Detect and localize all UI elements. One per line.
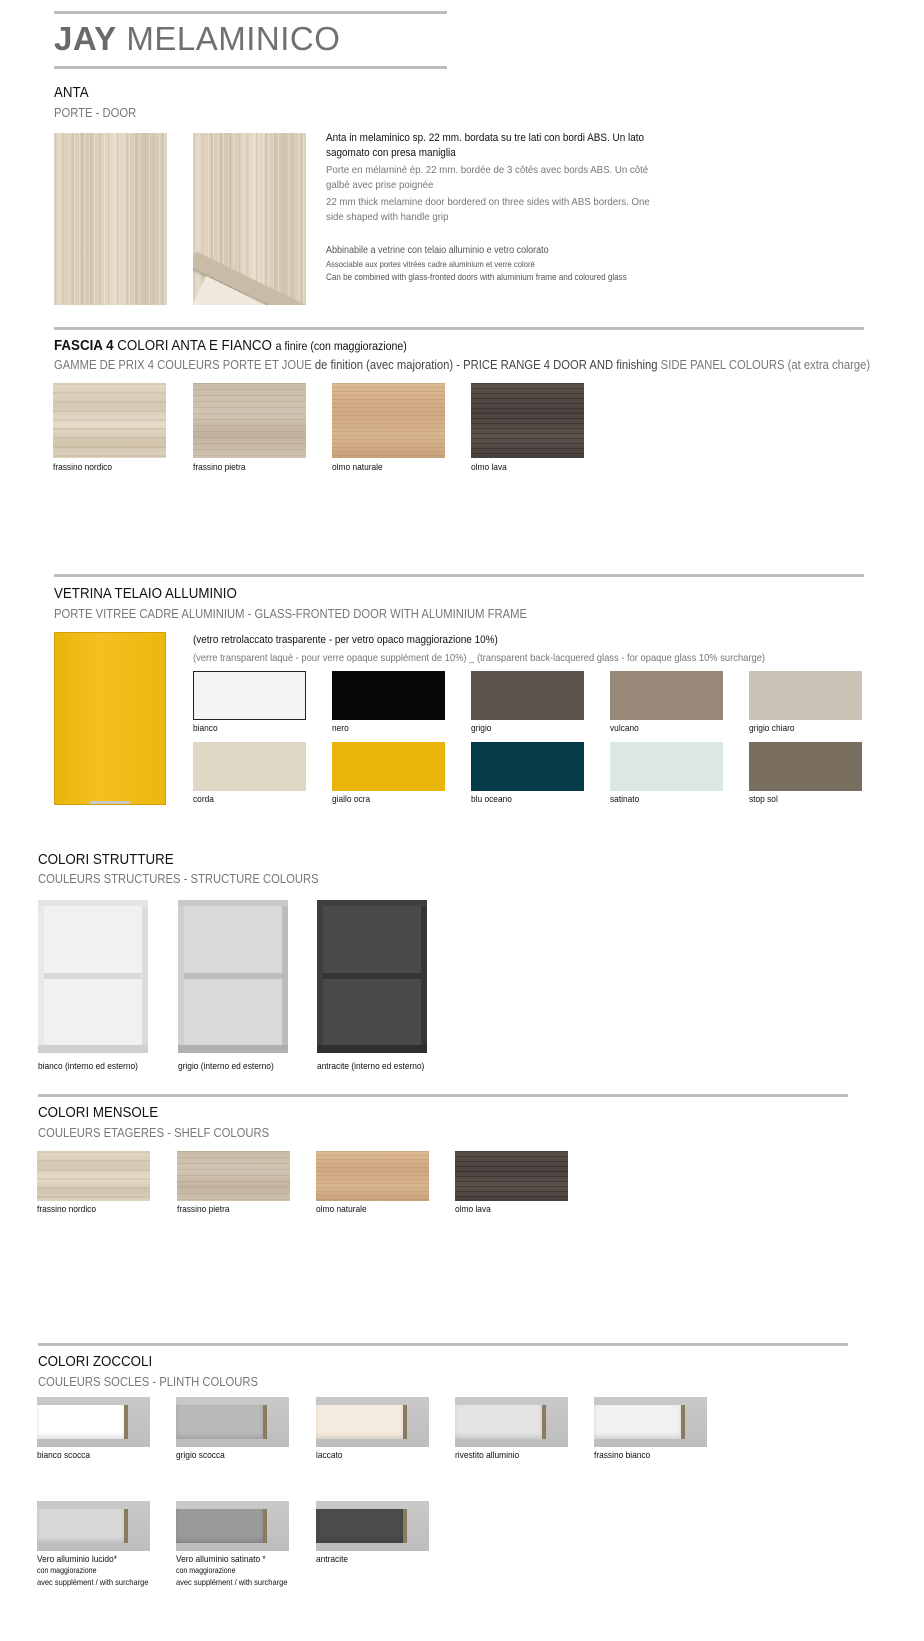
fascia-swatch-label: olmo naturale <box>332 462 383 473</box>
vetrina-title: VETRINA TELAIO ALLUMINIO <box>54 586 237 602</box>
fascia-swatch-frassino-pietra <box>193 383 306 458</box>
vetrina-note-it: (vetro retrolaccato trasparente - per vetro opaco maggiorazione 10%) <box>193 634 498 646</box>
vetrina-color-label: giallo ocra <box>332 794 371 805</box>
plinth-label: frassino bianco <box>594 1450 651 1461</box>
vetrina-note-fr-en: (verre transparent laqué - pour verre opaque supplément de 10%) _ (transparent back-lacquered glass - for opaque glass 10% surcharge) <box>193 653 766 664</box>
plinth-label: rivestito alluminio <box>455 1450 520 1461</box>
strutture-title: COLORI STRUTTURE <box>38 852 174 868</box>
fascia-title-bold: FASCIA 4 <box>54 338 114 354</box>
page-title-bold: JAY <box>54 20 117 57</box>
fascia-title-rest: COLORI ANTA E FIANCO <box>117 338 272 354</box>
vetrina-color-swatch <box>193 671 306 720</box>
anta-note-it: Abbinabile a vetrine con telaio alluminio e vetro colorato <box>326 245 549 256</box>
plinth-swatch <box>455 1397 568 1447</box>
fascia-subtitle-d: SIDE PANEL COLOURS (at extra charge) <box>660 358 871 372</box>
plinth-label: Vero alluminio lucido* <box>37 1554 117 1565</box>
plinth-note-surcharge-it: con maggiorazione <box>37 1566 97 1575</box>
page-title <box>54 20 340 58</box>
mensole-swatch-label: olmo naturale <box>316 1204 367 1215</box>
mensole-subtitle: COULEURS ETAGERES - SHELF COLOURS <box>38 1126 270 1140</box>
mensole-swatch-label: olmo lava <box>455 1204 491 1215</box>
plinth-note-surcharge-it: con maggiorazione <box>176 1566 236 1575</box>
fascia-subtitle-c: finishing <box>616 358 658 372</box>
vetrina-color-label: blu oceano <box>471 794 512 805</box>
mensole-swatch-frassino-pietra <box>177 1151 290 1201</box>
fascia-swatch-frassino-nordico <box>53 383 166 458</box>
plinth-swatch <box>594 1397 707 1447</box>
anta-note-fr: Associable aux portes vitrées cadre aluminium et verre coloré <box>326 258 535 269</box>
anta-description <box>326 131 661 285</box>
fascia-subtitle-b: de finition (avec majoration) - PRICE RANGE 4 DOOR AND <box>314 358 614 372</box>
vetrina-color-label: corda <box>193 794 214 805</box>
anta-door-front-image <box>54 133 167 305</box>
anta-door-edge-image <box>193 133 306 305</box>
plinth-label: grigio scocca <box>176 1450 225 1461</box>
mensole-swatch-frassino-nordico <box>37 1151 150 1201</box>
vetrina-color-swatch <box>749 742 862 791</box>
vetrina-rule <box>54 574 864 577</box>
structure-grigio-cabinet <box>178 900 288 1053</box>
vetrina-color-swatch <box>332 671 445 720</box>
structure-label: bianco (interno ed esterno) <box>38 1061 138 1072</box>
vetrina-color-swatch <box>471 742 584 791</box>
vetrina-color-label: nero <box>332 723 349 734</box>
mensole-rule <box>38 1094 848 1097</box>
strutture-subtitle: COULEURS STRUCTURES - STRUCTURE COLOURS <box>38 872 319 886</box>
anta-title: ANTA <box>54 85 89 101</box>
anta-desc-fr: Porte en mélaminé ép. 22 mm. bordée de 3 côtés avec bords ABS. Un côté galbé avec prise poignée <box>326 164 649 191</box>
mensole-swatch-olmo-lava <box>455 1151 568 1201</box>
fascia-swatch-olmo-naturale <box>332 383 445 458</box>
fascia-subtitle <box>54 358 870 372</box>
header-top-rule <box>54 11 447 14</box>
zoccoli-rule <box>38 1343 848 1346</box>
plinth-label: antracite <box>316 1554 349 1565</box>
vetrina-color-swatch <box>749 671 862 720</box>
plinth-swatch <box>176 1501 289 1551</box>
fascia-swatch-label: frassino nordico <box>53 462 113 473</box>
plinth-label: Vero alluminio satinato * <box>176 1554 266 1565</box>
vetrina-yellow-door-image <box>54 632 166 805</box>
plinth-label: laccato <box>316 1450 343 1461</box>
vetrina-color-label: bianco <box>193 723 218 734</box>
vetrina-subtitle: PORTE VITREE CADRE ALUMINIUM - GLASS-FRONTED DOOR WITH ALUMINIUM FRAME <box>54 607 527 621</box>
vetrina-color-label: vulcano <box>610 723 639 734</box>
vetrina-color-swatch <box>610 671 723 720</box>
zoccoli-title: COLORI ZOCCOLI <box>38 1354 153 1370</box>
structure-bianco-cabinet <box>38 900 148 1053</box>
vetrina-color-label: grigio chiaro <box>749 723 795 734</box>
vetrina-color-swatch <box>471 671 584 720</box>
vetrina-color-swatch <box>193 742 306 791</box>
zoccoli-subtitle: COULEURS SOCLES - PLINTH COLOURS <box>38 1375 259 1389</box>
plinth-swatch <box>37 1501 150 1551</box>
fascia-swatch-olmo-lava <box>471 383 584 458</box>
fascia-title <box>54 338 407 354</box>
fascia-title-small: a finire (con maggiorazione) <box>275 341 407 353</box>
vetrina-color-label: satinato <box>610 794 640 805</box>
plinth-swatch <box>316 1397 429 1447</box>
vetrina-color-swatch <box>332 742 445 791</box>
vetrina-color-label: grigio <box>471 723 492 734</box>
fascia-swatch-label: olmo lava <box>471 462 507 473</box>
header-bottom-rule <box>54 66 447 69</box>
fascia-swatch-label: frassino pietra <box>193 462 246 473</box>
plinth-note-surcharge-fr-en: avec supplément / with surcharge <box>37 1577 149 1587</box>
fascia-subtitle-a: GAMME DE PRIX 4 COULEURS PORTE ET JOUE <box>54 358 312 372</box>
mensole-swatch-label: frassino pietra <box>177 1204 230 1215</box>
mensole-title: COLORI MENSOLE <box>38 1105 159 1121</box>
vetrina-color-swatch <box>610 742 723 791</box>
anta-note-en: Can be combined with glass-fronted doors with aluminium frame and coloured glass <box>326 272 627 282</box>
page-title-rest: MELAMINICO <box>126 20 341 57</box>
plinth-swatch <box>37 1397 150 1447</box>
anta-subtitle: PORTE - DOOR <box>54 106 137 120</box>
plinth-swatch <box>316 1501 429 1551</box>
structure-label: grigio (interno ed esterno) <box>178 1061 274 1072</box>
plinth-note-surcharge-fr-en: avec supplément / with surcharge <box>176 1577 288 1587</box>
structure-label: antracite (interno ed esterno) <box>317 1061 425 1072</box>
anta-desc-it: Anta in melaminico sp. 22 mm. bordata su tre lati con bordi ABS. Un lato sagomato con presa maniglia <box>326 132 645 159</box>
mensole-swatch-olmo-naturale <box>316 1151 429 1201</box>
anta-desc-en: 22 mm thick melamine door bordered on three sides with ABS borders. One side shaped with handle grip <box>326 196 650 223</box>
plinth-label: bianco scocca <box>37 1450 90 1461</box>
vetrina-color-label: stop sol <box>749 794 778 805</box>
structure-antracite-cabinet <box>317 900 427 1053</box>
fascia-rule <box>54 327 864 330</box>
mensole-swatch-label: frassino nordico <box>37 1204 97 1215</box>
plinth-swatch <box>176 1397 289 1447</box>
